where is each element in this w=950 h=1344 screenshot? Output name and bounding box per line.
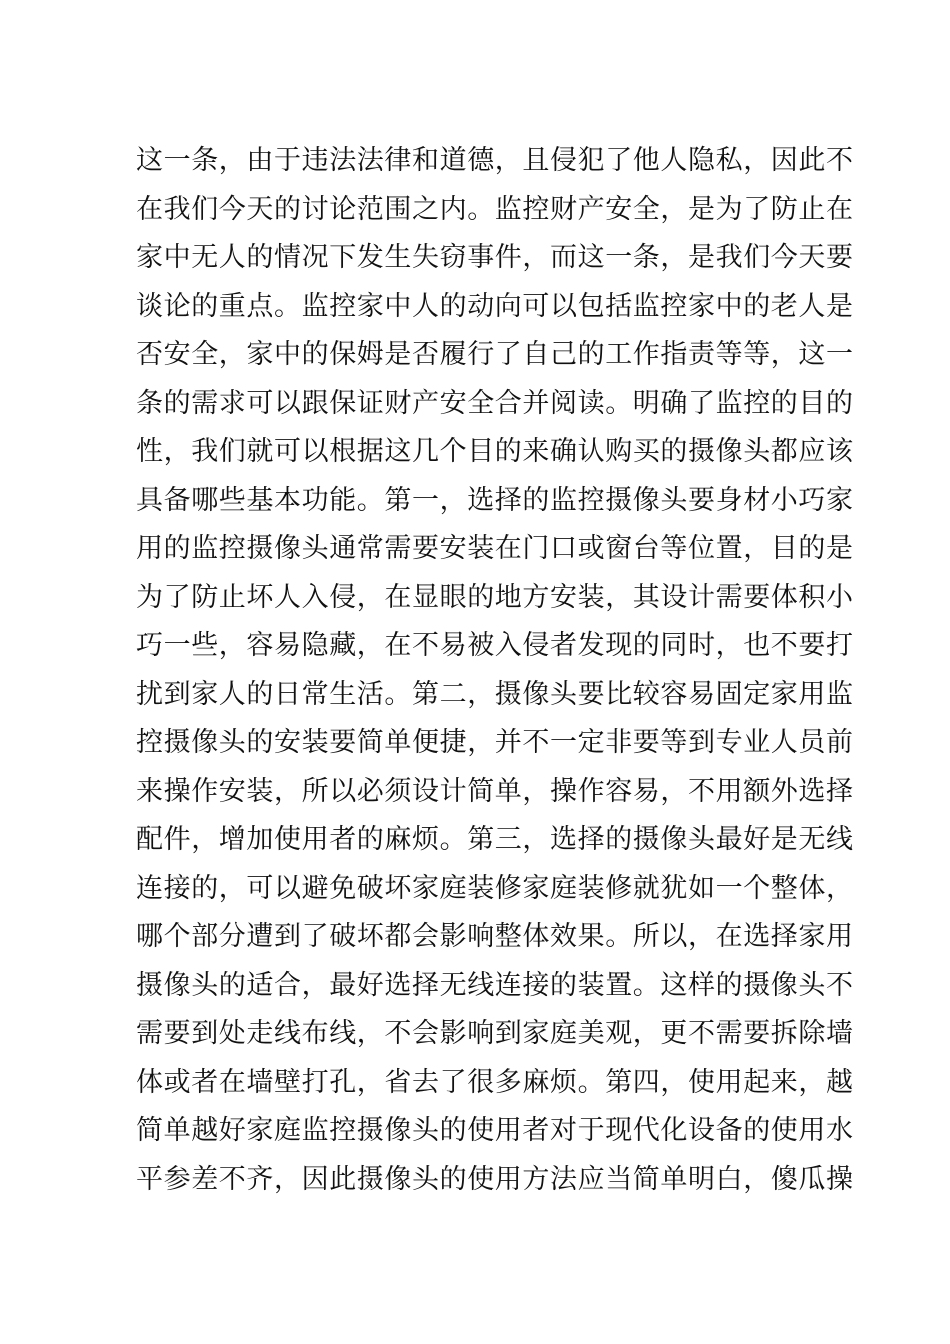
text-line: 来操作安装，所以必须设计简单，操作容易，不用额外选择 — [136, 775, 854, 807]
text-line: 简单越好家庭监控摄像头的使用者对于现代化设备的使用水 — [136, 1115, 854, 1146]
text-line: 性，我们就可以根据这几个目的来确认购买的摄像头都应该 — [136, 436, 854, 467]
text-line: 否安全，家中的保姆是否履行了自己的工作指责等等，这一 — [136, 339, 854, 370]
text-line: 连接的，可以避免破坏家庭装修家庭装修就犹如一个整体， — [136, 872, 854, 904]
text-line: 条的需求可以跟保证财产安全合并阅读。明确了监控的目的 — [136, 387, 854, 419]
text-line: 哪个部分遭到了破坏都会影响整体效果。所以，在选择家用 — [136, 921, 854, 952]
text-line: 为了防止坏人入侵，在显眼的地方安装，其设计需要体积小 — [136, 581, 854, 613]
text-line: 谈论的重点。监控家中人的动向可以包括监控家中的老人是 — [136, 290, 854, 322]
text-line: 平参差不齐，因此摄像头的使用方法应当简单明白，傻瓜操 — [136, 1163, 854, 1195]
text-line: 巧一些，容易隐藏，在不易被入侵者发现的同时，也不要打 — [136, 630, 854, 661]
text-line: 用的监控摄像头通常需要安装在门口或窗台等位置，目的是 — [136, 533, 854, 564]
text-line: 体或者在墙壁打孔，省去了很多麻烦。第四，使用起来，越 — [136, 1066, 854, 1098]
text-line: 控摄像头的安装要简单便捷，并不一定非要等到专业人员前 — [136, 727, 854, 758]
body-text — [136, 137, 854, 1204]
text-line: 家中无人的情况下发生失窃事件，而这一条，是我们今天要 — [136, 242, 854, 273]
text-line: 在我们今天的讨论范围之内。监控财产安全，是为了防止在 — [136, 193, 854, 225]
text-line: 具备哪些基本功能。第一，选择的监控摄像头要身材小巧家 — [136, 484, 854, 516]
text-line: 这一条，由于违法法律和道德，且侵犯了他人隐私，因此不 — [136, 145, 854, 176]
text-line: 配件，增加使用者的麻烦。第三，选择的摄像头最好是无线 — [136, 824, 854, 855]
text-line: 扰到家人的日常生活。第二，摄像头要比较容易固定家用监 — [136, 678, 854, 710]
text-line: 摄像头的适合，最好选择无线连接的装置。这样的摄像头不 — [136, 969, 854, 1001]
text-line: 需要到处走线布线，不会影响到家庭美观，更不需要拆除墙 — [136, 1018, 854, 1049]
